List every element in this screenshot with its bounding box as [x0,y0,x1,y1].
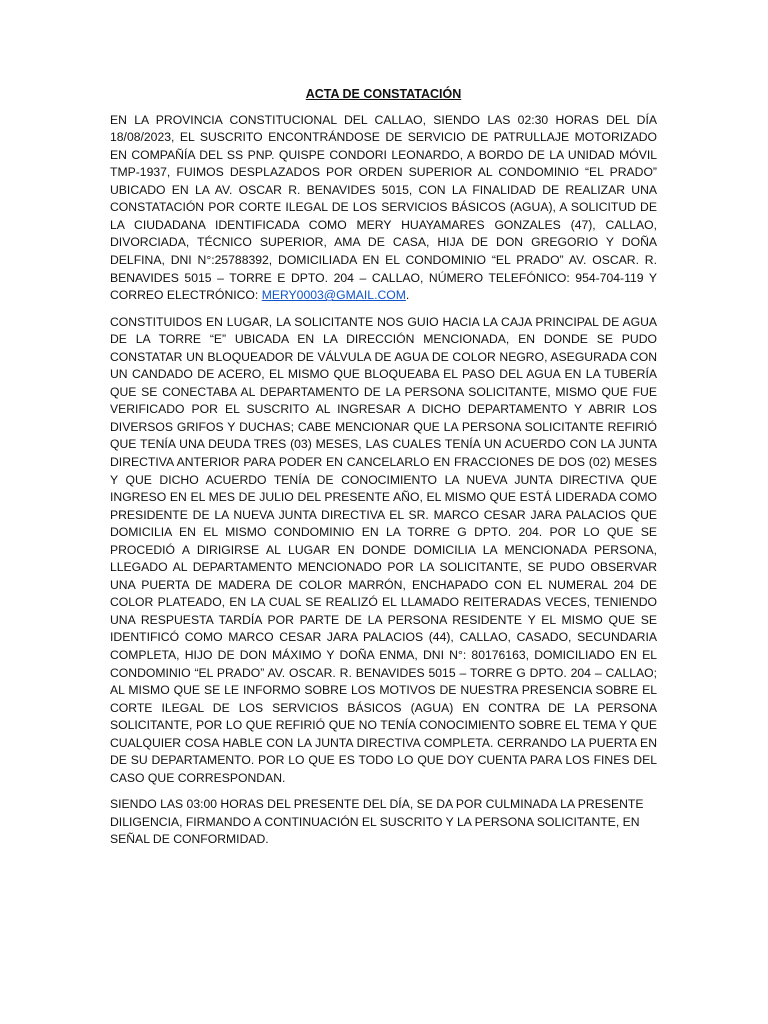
document-title: ACTA DE CONSTATACIÓN [305,87,462,101]
paragraph-intro [110,112,657,305]
paragraph-intro-text: EN LA PROVINCIA CONSTITUCIONAL DEL CALLAO, SIENDO LAS 02:30 HORAS DEL DÍA 18/08/2023, EL SUSCRITO ENCONTRÁNDOSE DE SERVICIO DE PATRULLAJE MOTORIZADO EN COMPAÑÍA DEL SS PNP. QUISPE CONDORI LEONARDO, A BORDO DE LA UNIDAD MÓVIL TMP-1937, FUIMOS DESPLAZADOS POR ORDEN SUPERIOR AL CONDOMINIO “EL PRADO” UBICADO EN LA AV. OSCAR R. BENAVIDES 5015, CON LA FINALIDAD DE REALIZAR UNA CONSTATACIÓN POR CORTE ILEGAL DE LOS SERVICIOS BÁSICOS (AGUA), A SOLICITUD DE LA CIUDADANA IDENTIFICADA COMO MERY HUAYAMARES GONZALES (47), CALLAO, DIVORCIADA, TÉCNICO SUPERIOR, AMA DE CASA, HIJA DE DON GREGORIO Y DOÑA DELFINA, DNI N°:25788392, DOMICILIADA EN EL CONDOMINIO “EL PRADO” AV. OSCAR. R. BENAVIDES 5015 – TORRE E DPTO. 204 – CALLAO, NÚMERO TELEFÓNICO: 954-704-119 Y CORREO ELECTRÓNICO: [110,112,657,303]
paragraph-closing: SIENDO LAS 03:00 HORAS DEL PRESENTE DEL DÍA, SE DA POR CULMINADA LA PRESENTE DILIGENCIA, FIRMANDO A CONTINUACIÓN EL SUSCRITO Y LA PERSONA SOLICITANTE, EN SEÑAL DE CONFORMIDAD. [110,797,644,847]
email-link[interactable]: MERY0003@GMAIL.COM [261,288,406,303]
document-page [110,86,657,858]
paragraph-findings: CONSTITUIDOS EN LUGAR, LA SOLICITANTE NOS GUIO HACIA LA CAJA PRINCIPAL DE AGUA DE LA TORRE “E” UBICADA EN LA DIRECCIÓN MENCIONADA, EN DONDE SE PUDO CONSTATAR UN BLOQUEADOR DE VÁLVULA DE AGUA DE COLOR NEGRO, ASEGURADA CON UN CANDADO DE ACERO, EL MISMO QUE BLOQUEABA EL PASO DEL AGUA EN LA TUBERÍA QUE SE CONECTABA AL DEPARTAMENTO DE LA PERSONA SOLICITANTE, MISMO QUE FUE VERIFICADO POR EL SUSCRITO AL INGRESAR A DICHO DEPARTAMENTO Y ABRIR LOS DIVERSOS GRIFOS Y DUCHAS; CABE MENCIONAR QUE LA PERSONA SOLICITANTE REFIRIÓ QUE TENÍA UNA DEUDA TRES (03) MESES, LAS CUALES TENÍA UN ACUERDO CON LA JUNTA DIRECTIVA ANTERIOR PARA PODER EN CANCELARLO EN FRACCIONES DE DOS (02) MESES Y QUE DICHO ACUERDO TENÍA DE CONOCIMIENTO LA NUEVA JUNTA DIRECTIVA QUE INGRESO EN EL MES DE JULIO DEL PRESENTE AÑO, EL MISMO QUE ESTÁ LIDERADA COMO PRESIDENTE DE LA NUEVA JUNTA DIRECTIVA EL SR. MARCO CESAR JARA PALACIOS QUE DOMICILIA EN EL MISMO CONDOMINIO EN LA TORRE G DPTO. 204. POR LO QUE SE PROCEDIÓ A DIRIGIRSE AL LUGAR EN DONDE DOMICILIA LA MENCIONADA PERSONA, LLEGADO AL DEPARTAMENTO MENCIONADO POR LA SOLICITANTE, SE PUDO OBSERVAR UNA PUERTA DE MADERA DE COLOR MARRÓN, ENCHAPADO CON EL NUMERAL 204 DE COLOR PLATEADO, EN LA CUAL SE REALIZÓ EL LLAMADO REITERADAS VECES, TENIENDO UNA RESPUESTA TARDÍA POR PARTE DE LA PERSONA RESIDENTE Y EL MISMO QUE SE IDENTIFICÓ COMO MARCO CESAR JARA PALACIOS (44), CALLAO, CASADO, SECUNDARIA COMPLETA, HIJO DE DON MÁXIMO Y DOÑA ENMA, DNI N°: 80176163, DOMICILIADO EN EL CONDOMINIO “EL PRADO” AV. OSCAR. R. BENAVIDES 5015 – TORRE G DPTO. 204 – CALLAO; AL MISMO QUE SE LE INFORMO SOBRE LOS MOTIVOS DE NUESTRA PRESENCIA SOBRE EL CORTE ILEGAL DE LOS SERVICIOS BÁSICOS (AGUA) EN CONTRA DE LA PERSONA SOLICITANTE, POR LO QUE REFIRIÓ QUE NO TENÍA CONOCIMIENTO SOBRE EL TEMA Y QUE CUALQUIER COSA HABLE CON LA JUNTA DIRECTIVA COMPLETA. CERRANDO LA PUERTA EN DE SU DEPARTAMENTO. POR LO QUE ES TODO LO QUE DOY CUENTA PARA LOS FINES DEL CASO QUE CORRESPONDAN. [110,314,657,785]
paragraph-intro-end: . [405,288,410,303]
